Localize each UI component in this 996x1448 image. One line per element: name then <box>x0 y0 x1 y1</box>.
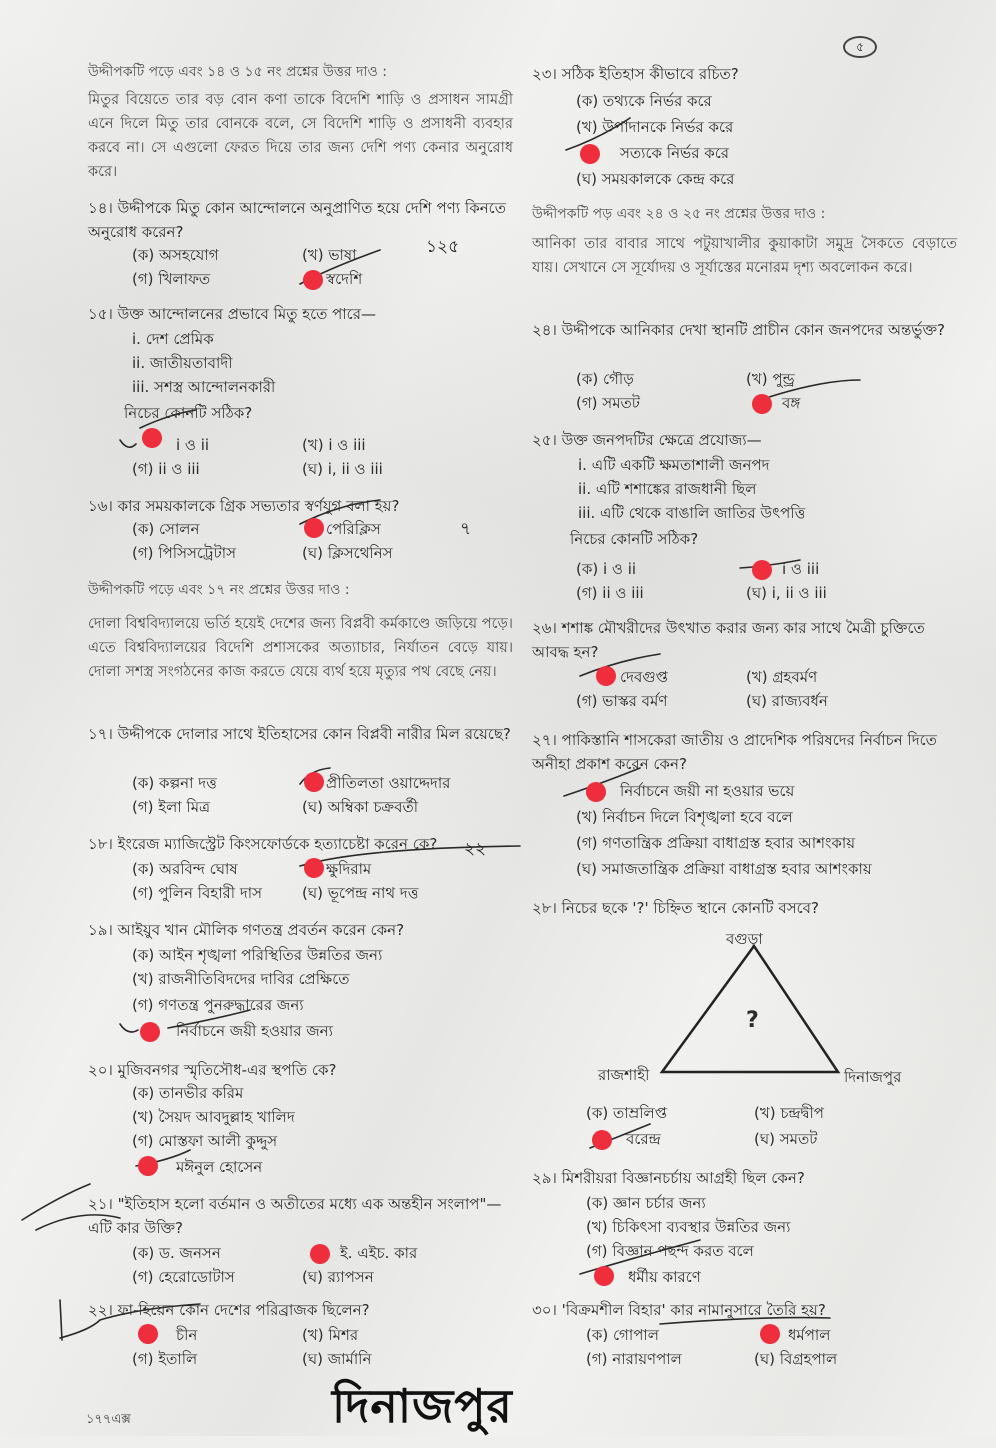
q16-margin-note: ৭ <box>460 519 472 539</box>
q28-option-ga: বরেন্দ্র <box>626 1130 661 1148</box>
passage-24: আনিকা তার বাবার সাথে পটুয়াখালীর কুয়াকাটা সমুদ্র সৈকতে বেড়াতে যায়। সেখানে সে সূর্যোদয় ও সূর্যাস্তের মনোরম দৃশ্য অবলোকন করে। <box>532 236 957 276</box>
answer-mark-q24 <box>752 394 772 414</box>
q20-option-ka: (ক) তানভীর করিম <box>132 1084 244 1102</box>
q15-option-gha: (ঘ) i, ii ও iii <box>302 460 383 478</box>
q29-option-gha: ধর্মীয় কারণে <box>628 1268 701 1286</box>
q15-option-ka: i ও ii <box>176 436 210 454</box>
q17-option-gha: (ঘ) অম্বিকা চক্রবর্তী <box>302 798 418 816</box>
q22-option-ga: (গ) ইতালি <box>132 1350 198 1368</box>
q26-option-ga: (গ) ভাস্কর বর্মণ <box>576 692 668 710</box>
q25-option-kha: i ও iii <box>782 560 820 578</box>
q16-option-gha: (ঘ) ক্লিসথেনিস <box>302 544 393 562</box>
q16-option-ga: (গ) পিসিসট্রেটাস <box>132 544 236 562</box>
q23-option-gha: (ঘ) সময়কালকে কেন্দ্র করে <box>576 170 735 188</box>
q29-option-ga: (গ) বিজ্ঞান পছন্দ করত বলে <box>586 1242 754 1260</box>
q22-option-kha: (খ) মিশর <box>302 1326 359 1344</box>
intro-14: উদ্দীপকটি পড়ে এবং ১৪ ও ১৫ নং প্রশ্নের উত্তর দাও : <box>88 64 387 80</box>
answer-mark-q27 <box>586 782 606 802</box>
triangle-question-mark: ? <box>746 1008 759 1033</box>
answer-mark-q23 <box>580 144 600 164</box>
q25-option-gha: (ঘ) i, ii ও iii <box>746 584 827 602</box>
q27-option-ga: (গ) গণতান্ত্রিক প্রক্রিয়া বাধাগ্রস্ত হবার আশংকায় <box>576 834 856 852</box>
q19-option-kha: (খ) রাজনীতিবিদদের দাবির প্রেক্ষিতে <box>132 970 350 988</box>
q24-option-ka: (ক) গৌড় <box>576 370 634 388</box>
q15-statement-1: i. দেশ প্রেমিক <box>132 330 214 348</box>
q14-option-kha: (খ) ভাষা <box>302 246 357 264</box>
answer-mark-q26 <box>596 666 616 686</box>
q28-option-kha: (খ) চন্দ্রদ্বীপ <box>754 1104 824 1122</box>
q19-option-ga: (গ) গণতন্ত্র পুনরুদ্ধারের জন্য <box>132 996 304 1014</box>
triangle-label-right: দিনাজপুর <box>844 1068 902 1086</box>
answer-mark-q20 <box>138 1156 158 1176</box>
question-17: ১৭। উদ্দীপকে দোলার সাথে ইতিহাসের কোন বিপ্লবী নারীর মিল রয়েছে? <box>88 725 511 743</box>
q26-option-kha: (খ) গ্রহবর্মণ <box>746 668 818 686</box>
q15-option-ga: (গ) ii ও iii <box>132 460 200 478</box>
question-24: ২৪। উদ্দীপকে আনিকার দেখা স্থানটি প্রাচীন কোন জনপদের অন্তর্ভুক্ত? <box>532 321 945 339</box>
question-18: ১৮। ইংরেজ ম্যাজিস্ট্রেট কিংসফোর্ডকে হত্যাচেষ্টা করেন কে? <box>88 835 438 853</box>
q28-option-ka: (ক) তাম্রলিপ্ত <box>586 1104 668 1122</box>
q15-statement-2: ii. জাতীয়তাবাদী <box>132 354 233 372</box>
q24-option-gha: বঙ্গ <box>782 394 801 412</box>
q30-option-ga: (গ) নারায়ণপাল <box>586 1350 682 1368</box>
q23-option-kha: (খ) উপাদানকে নির্ভর করে <box>576 118 734 136</box>
q21-option-ga: (গ) হেরোডোটাস <box>132 1268 235 1286</box>
q29-option-ka: (ক) জ্ঞান চর্চার জন্য <box>586 1194 706 1212</box>
question-23: ২৩। সঠিক ইতিহাস কীভাবে রচিত? <box>532 65 739 83</box>
passage-14: মিতুর বিয়েতে তার বড় বোন কণা তাকে বিদেশি শাড়ি ও প্রসাধন সামগ্রী এনে দিলে মিতু তার বোনকে বলে, সে বিদেশি শাড়ি ও প্রসাধনী ব্যবহার করবে না। সে এগুলো ফেরত দিয়ে তার জন্য দেশি পণ্য কেনার অনুরোধ করে। <box>88 92 513 180</box>
intro-17: উদ্দীপকটি পড়ে এবং ১৭ নং প্রশ্নের উত্তর দাও : <box>88 582 350 598</box>
question-21: ২১। "ইতিহাস হলো বর্তমান ও অতীতের মধ্যে এক অন্তহীন সংলাপ"—এটি কার উক্তি? <box>88 1195 502 1237</box>
question-27: ২৭। পাকিস্তানি শাসকেরা জাতীয় ও প্রাদেশিক পরিষদের নির্বাচন দিতে অনীহা প্রকাশ করেন কেন? <box>532 731 937 773</box>
q25-prompt: নিচের কোনটি সঠিক? <box>570 530 699 548</box>
question-19: ১৯। আইয়ুব খান মৌলিক গণতন্ত্র প্রবর্তন করেন কেন? <box>88 921 405 939</box>
q26-option-ka: দেবগুপ্ত <box>620 668 668 686</box>
q15-prompt: নিচের কোনটি সঠিক? <box>124 404 253 422</box>
question-20: ২০। মুজিবনগর স্মৃতিসৌধ-এর স্থপতি কে? <box>88 1061 337 1079</box>
q17-option-ka: (ক) কল্পনা দত্ত <box>132 774 217 792</box>
q30-option-kha: ধর্মপাল <box>788 1326 831 1344</box>
q18-option-ka: (ক) অরবিন্দ ঘোষ <box>132 860 238 878</box>
q30-option-ka: (ক) গোপাল <box>586 1326 659 1344</box>
answer-mark-q15 <box>142 428 162 448</box>
question-14: ১৪। উদ্দীপকে মিতু কোন আন্দোলনে অনুপ্রাণিত হয়ে দেশি পণ্য কিনতে অনুরোধ করেন? <box>88 199 506 241</box>
q25-option-ga: (গ) ii ও iii <box>576 584 644 602</box>
q18-option-ga: (গ) পুলিন বিহারী দাস <box>132 884 262 902</box>
question-25: ২৫। উক্ত জনপদটির ক্ষেত্রে প্রযোজ্য— <box>532 431 762 449</box>
q21-option-ka: (ক) ড. জনসন <box>132 1244 221 1262</box>
question-29: ২৯। মিশরীয়রা বিজ্ঞানচর্চায় আগ্রহী ছিল কেন? <box>532 1169 805 1187</box>
answer-mark-q19 <box>140 1022 160 1042</box>
page-number: ৫ <box>843 36 877 58</box>
q20-option-ga: (গ) মোস্তফা আলী কুদ্দুস <box>132 1132 278 1150</box>
q27-option-ka: নির্বাচনে জয়ী না হওয়ার ভয়ে <box>620 782 795 800</box>
question-22: ২২। ফা-হিয়েন কোন দেশের পরিব্রাজক ছিলেন? <box>88 1301 370 1319</box>
q29-option-kha: (খ) চিকিৎসা ব্যবস্থার উন্নতির জন্য <box>586 1218 791 1236</box>
answer-mark-q28 <box>592 1130 612 1150</box>
q24-option-kha: (খ) পুন্ড্র <box>746 370 795 388</box>
q22-option-ka: চীন <box>176 1326 198 1344</box>
q18-option-gha: (ঘ) ভূপেন্দ্র নাথ দত্ত <box>302 884 419 902</box>
answer-mark-q21 <box>310 1244 330 1264</box>
answer-mark-q17 <box>304 772 324 792</box>
triangle-label-top: বগুড়া <box>726 930 763 948</box>
q21-option-kha: ই. এইচ. কার <box>340 1244 418 1262</box>
answer-mark-q30 <box>760 1324 780 1344</box>
q30-option-gha: (ঘ) বিগ্রহপাল <box>754 1350 838 1368</box>
q14-option-ga: (গ) খিলাফত <box>132 270 211 288</box>
q16-option-kha: পেরিক্লিস <box>326 520 381 538</box>
q25-statement-2: ii. এটি শশাঙ্কের রাজধানী ছিল <box>578 480 757 498</box>
q25-statement-1: i. এটি একটি ক্ষমতাশালী জনপদ <box>578 456 770 474</box>
q26-option-gha: (ঘ) রাজ্যবর্ধন <box>746 692 828 710</box>
q25-statement-3: iii. এটি থেকে বাঙালি জাতির উৎপত্তি <box>578 504 806 522</box>
q14-option-ka: (ক) অসহযোগ <box>132 246 219 264</box>
q27-option-gha: (ঘ) সমাজতান্ত্রিক প্রক্রিয়া বাধাগ্রস্ত হবার আশংকায় <box>576 860 872 878</box>
q18-margin-note: ২২ <box>464 839 487 859</box>
q19-option-gha: নির্বাচনে জয়ী হওয়ার জন্য <box>176 1022 333 1040</box>
triangle-label-left: রাজশাহী <box>598 1066 650 1084</box>
q18-option-kha: ক্ষুদিরাম <box>326 860 372 878</box>
q22-option-gha: (ঘ) জার্মানি <box>302 1350 372 1368</box>
answer-mark-q14 <box>303 270 323 290</box>
answer-mark-q25 <box>752 560 772 580</box>
q23-option-ga: সত্যকে নির্ভর করে <box>620 144 730 162</box>
passage-17: দোলা বিশ্ববিদ্যালয়ে ভর্তি হয়েই দেশের জন্য বিপ্লবী কর্মকাণ্ডে জড়িয়ে পড়ে। এতে বিশ্ববিদ্যালয়ের বিদেশি প্রশাসকের অত্যাচার, নির্যাতন বেড়ে যায়। দোলা সশস্ত্র সংগঠনের কাজ করতে যেয়ে ব্যর্থ হয়ে মৃত্যুর পথ বেছে নেয়। <box>88 616 513 680</box>
answer-mark-q29 <box>594 1266 614 1286</box>
q20-option-gha: মঈনুল হোসেন <box>176 1158 263 1176</box>
q16-option-ka: (ক) সোলন <box>132 520 200 538</box>
answer-mark-q18 <box>304 858 324 878</box>
question-16: ১৬। কার সময়কালকে গ্রিক সভ্যতার স্বর্ণযুগ বলা হয়? <box>88 497 400 515</box>
q14-margin-note: ১২৫ <box>426 237 460 257</box>
district-title: দিনাজপুর <box>332 1379 513 1433</box>
q24-option-ga: (গ) সমতট <box>576 394 640 412</box>
q15-option-kha: (খ) i ও iii <box>302 436 366 454</box>
q14-option-gha: স্বদেশি <box>326 270 363 288</box>
question-30: ৩০। 'বিক্রমশীল বিহার' কার নামানুসারে তৈরি হয়? <box>532 1301 826 1319</box>
q21-option-gha: (ঘ) র‍্যাপসন <box>302 1268 374 1286</box>
q23-option-ka: (ক) তথ্যকে নির্ভর করে <box>576 92 712 110</box>
q19-option-ka: (ক) আইন শৃঙ্খলা পরিস্থিতির উন্নতির জন্য <box>132 946 383 964</box>
question-15: ১৫। উক্ত আন্দোলনের প্রভাবে মিতু হতে পারে— <box>88 305 376 323</box>
footer-code: ১৭৭এক্স <box>86 1412 131 1427</box>
q15-statement-3: iii. সশস্ত্র আন্দোলনকারী <box>132 378 276 396</box>
q28-option-gha: (ঘ) সমতট <box>754 1130 818 1148</box>
answer-mark-q22 <box>138 1324 158 1344</box>
q25-option-ka: (ক) i ও ii <box>576 560 637 578</box>
q17-option-kha: প্রীতিলতা ওয়াদ্দেদার <box>326 774 451 792</box>
q20-option-kha: (খ) সৈয়দ আবদুল্লাহ খালিদ <box>132 1108 295 1126</box>
q17-option-ga: (গ) ইলা মিত্র <box>132 798 211 816</box>
question-28: ২৮। নিচের ছকে '?' চিহ্নিত স্থানে কোনটি বসবে? <box>532 899 819 917</box>
question-26: ২৬। শশাঙ্ক মৌখরীদের উৎখাত করার জন্য কার সাথে মৈত্রী চুক্তিতে আবদ্ধ হন? <box>532 619 925 661</box>
intro-24: উদ্দীপকটি পড় এবং ২৪ ও ২৫ নং প্রশ্নের উত্তর দাও : <box>532 206 826 222</box>
q27-option-kha: (খ) নির্বাচন দিলে বিশৃঙ্খলা হবে বলে <box>576 808 793 826</box>
answer-mark-q16 <box>304 518 324 538</box>
